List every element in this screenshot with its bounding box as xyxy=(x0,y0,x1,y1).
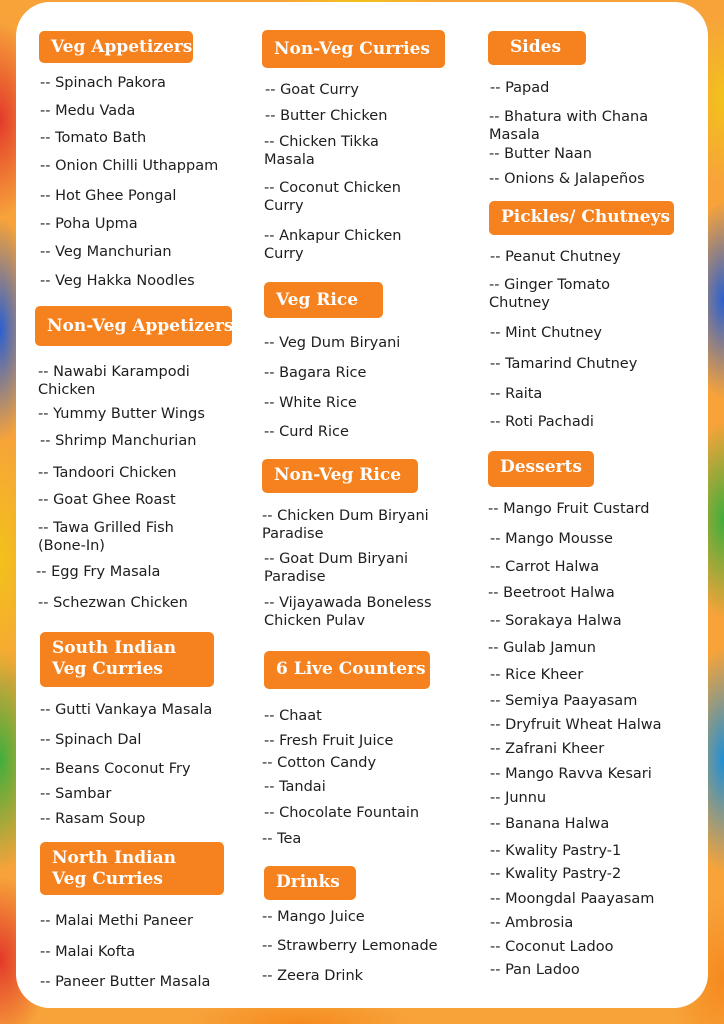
drinks-header: Drinks xyxy=(264,866,356,900)
menu-item: -- Zafrani Kheer xyxy=(490,741,605,757)
nonveg-curries-header: Non-Veg Curries xyxy=(262,30,445,68)
menu-item: -- Mango Ravva Kesari xyxy=(490,766,652,782)
menu-item: -- Veg Hakka Noodles xyxy=(40,273,195,289)
menu-item: -- Raita xyxy=(490,386,543,402)
menu-item: -- Butter Naan xyxy=(489,146,592,162)
menu-item: -- Semiya Paayasam xyxy=(490,693,638,709)
menu-item: -- Beetroot Halwa xyxy=(488,585,615,601)
menu-item: -- Malai Kofta xyxy=(40,944,136,960)
menu-item: -- Beans Coconut Fry xyxy=(40,761,191,777)
menu-item: -- Tamarind Chutney xyxy=(490,356,638,372)
menu-item: -- Tomato Bath xyxy=(40,130,147,146)
menu-item: -- Onion Chilli Uthappam xyxy=(40,158,219,174)
menu-item: -- Coconut Ladoo xyxy=(490,939,614,955)
veg-rice-header: Veg Rice xyxy=(264,282,383,318)
menu-item: -- Veg Manchurian xyxy=(40,244,172,260)
menu-item: -- Peanut Chutney xyxy=(490,249,621,265)
menu-item: -- Cotton Candy xyxy=(262,755,377,771)
menu-item: -- Shrimp Manchurian xyxy=(40,433,197,449)
menu-item: -- Pan Ladoo xyxy=(490,962,580,978)
sides-header: Sides xyxy=(488,31,586,65)
menu-item: -- Rasam Soup xyxy=(40,811,146,827)
nonveg-appetizers-header: Non-Veg Appetizers xyxy=(35,306,232,346)
menu-item: -- Chicken Dum Biryani Paradise xyxy=(262,508,429,542)
north-indian-veg-curries-header: North Indian Veg Curries xyxy=(40,842,224,895)
menu-item: -- Veg Dum Biryani xyxy=(264,335,401,351)
menu-item: -- Poha Upma xyxy=(40,216,138,232)
south-indian-veg-curries-header: South Indian Veg Curries xyxy=(40,632,214,687)
menu-item: -- Hot Ghee Pongal xyxy=(40,188,177,204)
menu-item: -- Roti Pachadi xyxy=(490,414,594,430)
menu-item: -- Fresh Fruit Juice xyxy=(264,733,394,749)
menu-item: -- Onions & Jalapeños xyxy=(489,171,645,187)
menu-item: -- Curd Rice xyxy=(264,424,349,440)
menu-item: -- Ambrosia xyxy=(490,915,574,931)
menu-item: -- Zeera Drink xyxy=(262,968,364,984)
menu-item: -- Mango Juice xyxy=(262,909,365,925)
menu-item: -- Carrot Halwa xyxy=(490,559,600,575)
nonveg-rice-header: Non-Veg Rice xyxy=(262,459,418,493)
menu-item: -- Paneer Butter Masala xyxy=(40,974,211,990)
menu-item: -- Mango Mousse xyxy=(490,531,613,547)
menu-item: -- Tandoori Chicken xyxy=(38,465,177,481)
menu-item: -- Nawabi Karampodi Chicken xyxy=(38,364,190,398)
menu-item: -- Banana Halwa xyxy=(490,816,610,832)
menu-item: -- Chocolate Fountain xyxy=(264,805,420,821)
desserts-header: Desserts xyxy=(488,451,594,487)
live-counters-header: 6 Live Counters xyxy=(264,651,430,689)
menu-item: -- Kwality Pastry-1 xyxy=(490,843,622,859)
menu-item: -- Yummy Butter Wings xyxy=(38,406,205,422)
menu-item: -- Mint Chutney xyxy=(490,325,602,341)
menu-item: -- Kwality Pastry-2 xyxy=(490,866,622,882)
menu-item: -- Schezwan Chicken xyxy=(38,595,188,611)
menu-item: -- Gulab Jamun xyxy=(488,640,596,656)
menu-item: -- Goat Dum Biryani Paradise xyxy=(264,551,409,585)
menu-item: -- Sambar xyxy=(40,786,112,802)
menu-item: -- Tandai xyxy=(264,779,326,795)
menu-item: -- Coconut Chicken Curry xyxy=(264,180,401,214)
menu-item: -- Goat Curry xyxy=(265,82,359,98)
menu-item: -- Egg Fry Masala xyxy=(36,564,161,580)
menu-item: -- Gutti Vankaya Masala xyxy=(40,702,213,718)
menu-item: -- Junnu xyxy=(490,790,547,806)
menu-item: -- Strawberry Lemonade xyxy=(262,938,438,954)
veg-appetizers-header: Veg Appetizers xyxy=(39,31,193,63)
menu-item: -- Moongdal Paayasam xyxy=(490,891,655,907)
menu-item: -- Mango Fruit Custard xyxy=(488,501,650,517)
menu-item: -- Chaat xyxy=(264,708,322,724)
menu-item: -- Ginger Tomato Chutney xyxy=(489,277,611,311)
menu-item: -- Goat Ghee Roast xyxy=(38,492,176,508)
menu-item: -- White Rice xyxy=(264,395,357,411)
menu-item: -- Dryfruit Wheat Halwa xyxy=(490,717,662,733)
menu-item: -- Tawa Grilled Fish (Bone-In) xyxy=(38,520,174,554)
menu-item: -- Bhatura with Chana Masala xyxy=(489,109,649,143)
pickles-chutneys-header: Pickles/ Chutneys xyxy=(489,201,674,235)
menu-item: -- Ankapur Chicken Curry xyxy=(264,228,402,262)
menu-item: -- Butter Chicken xyxy=(265,108,388,124)
menu-item: -- Rice Kheer xyxy=(490,667,584,683)
menu-item: -- Bagara Rice xyxy=(264,365,367,381)
menu-item: -- Spinach Dal xyxy=(40,732,142,748)
menu-item: -- Sorakaya Halwa xyxy=(490,613,622,629)
menu-item: -- Vijayawada Boneless Chicken Pulav xyxy=(264,595,432,629)
menu-item: -- Malai Methi Paneer xyxy=(40,913,193,929)
menu-item: -- Medu Vada xyxy=(40,103,136,119)
menu-item: -- Papad xyxy=(490,80,550,96)
menu-item: -- Tea xyxy=(262,831,302,847)
menu-item: -- Chicken Tikka Masala xyxy=(264,134,379,168)
menu-item: -- Spinach Pakora xyxy=(40,75,166,91)
